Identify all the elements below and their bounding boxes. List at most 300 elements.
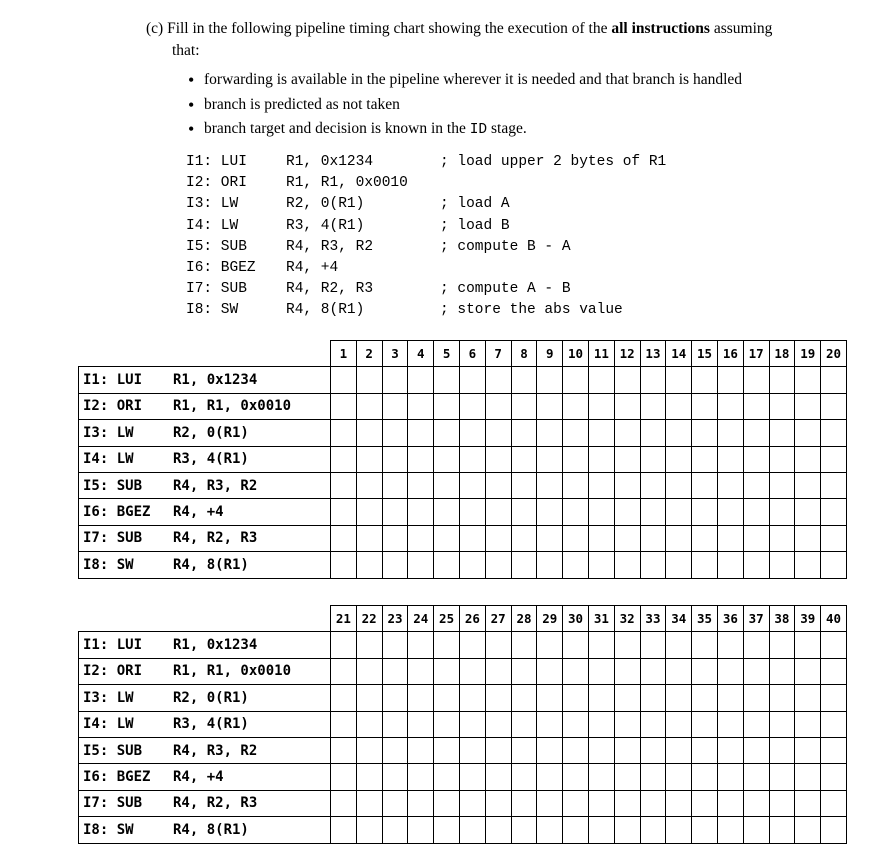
stage-cell[interactable] [692,499,718,525]
stage-cell[interactable] [511,685,537,711]
stage-cell[interactable] [382,790,408,816]
stage-cell[interactable] [511,446,537,472]
stage-cell[interactable] [511,499,537,525]
stage-cell[interactable] [537,817,563,843]
stage-cell[interactable] [459,764,485,790]
stage-cell[interactable] [356,446,382,472]
stage-cell[interactable] [717,711,743,737]
stage-cell[interactable] [614,420,640,446]
stage-cell[interactable] [511,764,537,790]
stage-cell[interactable] [640,393,666,419]
stage-cell[interactable] [795,420,821,446]
stage-cell[interactable] [537,632,563,658]
stage-cell[interactable] [408,790,434,816]
stage-cell[interactable] [795,764,821,790]
stage-cell[interactable] [382,685,408,711]
stage-cell[interactable] [588,737,614,763]
stage-cell[interactable] [511,632,537,658]
stage-cell[interactable] [511,393,537,419]
stage-cell[interactable] [666,552,692,578]
stage-cell[interactable] [769,632,795,658]
stage-cell[interactable] [563,711,589,737]
stage-cell[interactable] [356,499,382,525]
stage-cell[interactable] [537,525,563,551]
stage-cell[interactable] [588,685,614,711]
stage-cell[interactable] [485,367,511,393]
stage-cell[interactable] [666,393,692,419]
stage-cell[interactable] [563,658,589,684]
stage-cell[interactable] [692,632,718,658]
stage-cell[interactable] [692,446,718,472]
stage-cell[interactable] [459,790,485,816]
stage-cell[interactable] [563,632,589,658]
stage-cell[interactable] [821,658,847,684]
stage-cell[interactable] [769,817,795,843]
stage-cell[interactable] [743,472,769,498]
stage-cell[interactable] [666,525,692,551]
stage-cell[interactable] [563,420,589,446]
stage-cell[interactable] [588,711,614,737]
stage-cell[interactable] [743,552,769,578]
stage-cell[interactable] [666,658,692,684]
stage-cell[interactable] [563,472,589,498]
stage-cell[interactable] [795,817,821,843]
stage-cell[interactable] [743,685,769,711]
stage-cell[interactable] [356,658,382,684]
stage-cell[interactable] [614,711,640,737]
stage-cell[interactable] [408,499,434,525]
stage-cell[interactable] [563,367,589,393]
stage-cell[interactable] [640,817,666,843]
stage-cell[interactable] [614,552,640,578]
stage-cell[interactable] [666,737,692,763]
stage-cell[interactable] [537,790,563,816]
stage-cell[interactable] [485,420,511,446]
stage-cell[interactable] [640,737,666,763]
stage-cell[interactable] [640,472,666,498]
stage-cell[interactable] [795,552,821,578]
stage-cell[interactable] [485,472,511,498]
stage-cell[interactable] [331,632,357,658]
stage-cell[interactable] [331,685,357,711]
stage-cell[interactable] [588,525,614,551]
stage-cell[interactable] [717,632,743,658]
stage-cell[interactable] [537,367,563,393]
stage-cell[interactable] [459,685,485,711]
stage-cell[interactable] [434,499,460,525]
stage-cell[interactable] [408,472,434,498]
stage-cell[interactable] [769,790,795,816]
stage-cell[interactable] [485,658,511,684]
stage-cell[interactable] [717,472,743,498]
stage-cell[interactable] [382,525,408,551]
stage-cell[interactable] [434,711,460,737]
stage-cell[interactable] [459,711,485,737]
stage-cell[interactable] [692,685,718,711]
stage-cell[interactable] [382,499,408,525]
stage-cell[interactable] [692,367,718,393]
stage-cell[interactable] [434,764,460,790]
stage-cell[interactable] [356,817,382,843]
stage-cell[interactable] [459,420,485,446]
stage-cell[interactable] [743,790,769,816]
stage-cell[interactable] [588,446,614,472]
stage-cell[interactable] [692,737,718,763]
stage-cell[interactable] [717,790,743,816]
stage-cell[interactable] [692,790,718,816]
stage-cell[interactable] [769,446,795,472]
stage-cell[interactable] [666,472,692,498]
stage-cell[interactable] [666,420,692,446]
stage-cell[interactable] [511,658,537,684]
stage-cell[interactable] [485,525,511,551]
stage-cell[interactable] [640,446,666,472]
stage-cell[interactable] [331,711,357,737]
stage-cell[interactable] [769,499,795,525]
stage-cell[interactable] [537,472,563,498]
stage-cell[interactable] [795,685,821,711]
stage-cell[interactable] [769,711,795,737]
stage-cell[interactable] [769,764,795,790]
stage-cell[interactable] [511,472,537,498]
stage-cell[interactable] [434,817,460,843]
stage-cell[interactable] [331,499,357,525]
stage-cell[interactable] [331,658,357,684]
stage-cell[interactable] [795,525,821,551]
stage-cell[interactable] [408,393,434,419]
stage-cell[interactable] [408,632,434,658]
stage-cell[interactable] [743,817,769,843]
stage-cell[interactable] [485,817,511,843]
stage-cell[interactable] [614,393,640,419]
stage-cell[interactable] [485,393,511,419]
stage-cell[interactable] [588,790,614,816]
stage-cell[interactable] [692,472,718,498]
stage-cell[interactable] [588,632,614,658]
stage-cell[interactable] [821,552,847,578]
stage-cell[interactable] [485,632,511,658]
stage-cell[interactable] [717,737,743,763]
stage-cell[interactable] [459,632,485,658]
stage-cell[interactable] [563,764,589,790]
stage-cell[interactable] [588,817,614,843]
stage-cell[interactable] [408,817,434,843]
stage-cell[interactable] [666,367,692,393]
stage-cell[interactable] [795,790,821,816]
stage-cell[interactable] [614,367,640,393]
stage-cell[interactable] [382,393,408,419]
stage-cell[interactable] [356,472,382,498]
stage-cell[interactable] [408,737,434,763]
stage-cell[interactable] [434,367,460,393]
stage-cell[interactable] [408,420,434,446]
stage-cell[interactable] [743,525,769,551]
stage-cell[interactable] [485,764,511,790]
stage-cell[interactable] [692,525,718,551]
stage-cell[interactable] [356,367,382,393]
stage-cell[interactable] [563,552,589,578]
stage-cell[interactable] [588,658,614,684]
stage-cell[interactable] [511,552,537,578]
stage-cell[interactable] [537,552,563,578]
stage-cell[interactable] [434,632,460,658]
stage-cell[interactable] [485,446,511,472]
stage-cell[interactable] [640,552,666,578]
stage-cell[interactable] [743,632,769,658]
stage-cell[interactable] [821,499,847,525]
stage-cell[interactable] [434,685,460,711]
stage-cell[interactable] [821,632,847,658]
stage-cell[interactable] [331,817,357,843]
stage-cell[interactable] [434,393,460,419]
stage-cell[interactable] [717,446,743,472]
stage-cell[interactable] [743,420,769,446]
stage-cell[interactable] [356,685,382,711]
stage-cell[interactable] [666,711,692,737]
stage-cell[interactable] [640,685,666,711]
stage-cell[interactable] [537,393,563,419]
stage-cell[interactable] [666,790,692,816]
stage-cell[interactable] [331,393,357,419]
stage-cell[interactable] [769,685,795,711]
stage-cell[interactable] [769,420,795,446]
stage-cell[interactable] [821,711,847,737]
stage-cell[interactable] [588,764,614,790]
stage-cell[interactable] [640,764,666,790]
stage-cell[interactable] [382,446,408,472]
stage-cell[interactable] [356,711,382,737]
stage-cell[interactable] [459,658,485,684]
stage-cell[interactable] [795,499,821,525]
stage-cell[interactable] [692,552,718,578]
stage-cell[interactable] [640,525,666,551]
stage-cell[interactable] [459,472,485,498]
stage-cell[interactable] [692,658,718,684]
stage-cell[interactable] [795,737,821,763]
stage-cell[interactable] [537,420,563,446]
stage-cell[interactable] [769,472,795,498]
stage-cell[interactable] [821,764,847,790]
stage-cell[interactable] [331,525,357,551]
stage-cell[interactable] [821,393,847,419]
stage-cell[interactable] [821,446,847,472]
stage-cell[interactable] [666,632,692,658]
stage-cell[interactable] [356,790,382,816]
stage-cell[interactable] [821,367,847,393]
stage-cell[interactable] [537,711,563,737]
stage-cell[interactable] [459,737,485,763]
stage-cell[interactable] [717,817,743,843]
stage-cell[interactable] [537,764,563,790]
stage-cell[interactable] [408,446,434,472]
stage-cell[interactable] [356,632,382,658]
stage-cell[interactable] [434,790,460,816]
stage-cell[interactable] [614,499,640,525]
stage-cell[interactable] [614,658,640,684]
stage-cell[interactable] [795,367,821,393]
stage-cell[interactable] [408,658,434,684]
stage-cell[interactable] [382,764,408,790]
stage-cell[interactable] [511,790,537,816]
stage-cell[interactable] [537,499,563,525]
stage-cell[interactable] [356,552,382,578]
stage-cell[interactable] [459,367,485,393]
stage-cell[interactable] [382,367,408,393]
stage-cell[interactable] [459,446,485,472]
stage-cell[interactable] [743,446,769,472]
stage-cell[interactable] [563,525,589,551]
stage-cell[interactable] [692,420,718,446]
stage-cell[interactable] [408,552,434,578]
stage-cell[interactable] [743,764,769,790]
stage-cell[interactable] [331,472,357,498]
stage-cell[interactable] [434,420,460,446]
stage-cell[interactable] [563,685,589,711]
stage-cell[interactable] [614,790,640,816]
stage-cell[interactable] [821,817,847,843]
stage-cell[interactable] [666,685,692,711]
stage-cell[interactable] [717,552,743,578]
stage-cell[interactable] [795,711,821,737]
stage-cell[interactable] [821,737,847,763]
stage-cell[interactable] [485,552,511,578]
stage-cell[interactable] [408,525,434,551]
stage-cell[interactable] [769,525,795,551]
stage-cell[interactable] [563,499,589,525]
stage-cell[interactable] [331,367,357,393]
stage-cell[interactable] [331,446,357,472]
stage-cell[interactable] [614,446,640,472]
stage-cell[interactable] [717,367,743,393]
stage-cell[interactable] [769,658,795,684]
stage-cell[interactable] [382,472,408,498]
stage-cell[interactable] [666,764,692,790]
stage-cell[interactable] [459,393,485,419]
stage-cell[interactable] [356,764,382,790]
stage-cell[interactable] [485,499,511,525]
stage-cell[interactable] [795,393,821,419]
stage-cell[interactable] [614,525,640,551]
stage-cell[interactable] [692,393,718,419]
stage-cell[interactable] [356,393,382,419]
stage-cell[interactable] [743,499,769,525]
stage-cell[interactable] [769,367,795,393]
stage-cell[interactable] [331,764,357,790]
stage-cell[interactable] [537,737,563,763]
stage-cell[interactable] [640,790,666,816]
stage-cell[interactable] [640,632,666,658]
stage-cell[interactable] [331,790,357,816]
stage-cell[interactable] [769,393,795,419]
stage-cell[interactable] [743,737,769,763]
stage-cell[interactable] [795,632,821,658]
stage-cell[interactable] [511,817,537,843]
stage-cell[interactable] [666,446,692,472]
stage-cell[interactable] [382,420,408,446]
stage-cell[interactable] [692,764,718,790]
stage-cell[interactable] [614,472,640,498]
stage-cell[interactable] [563,446,589,472]
stage-cell[interactable] [640,420,666,446]
stage-cell[interactable] [640,499,666,525]
stage-cell[interactable] [382,817,408,843]
stage-cell[interactable] [563,393,589,419]
stage-cell[interactable] [795,658,821,684]
stage-cell[interactable] [614,817,640,843]
stage-cell[interactable] [743,711,769,737]
stage-cell[interactable] [408,711,434,737]
stage-cell[interactable] [821,685,847,711]
stage-cell[interactable] [459,817,485,843]
stage-cell[interactable] [795,472,821,498]
stage-cell[interactable] [485,790,511,816]
stage-cell[interactable] [717,764,743,790]
stage-cell[interactable] [331,552,357,578]
stage-cell[interactable] [588,472,614,498]
stage-cell[interactable] [769,737,795,763]
stage-cell[interactable] [459,525,485,551]
stage-cell[interactable] [511,420,537,446]
stage-cell[interactable] [382,552,408,578]
stage-cell[interactable] [434,658,460,684]
stage-cell[interactable] [769,552,795,578]
stage-cell[interactable] [485,685,511,711]
stage-cell[interactable] [640,658,666,684]
stage-cell[interactable] [743,658,769,684]
stage-cell[interactable] [717,420,743,446]
stage-cell[interactable] [666,499,692,525]
stage-cell[interactable] [485,711,511,737]
stage-cell[interactable] [408,764,434,790]
stage-cell[interactable] [717,393,743,419]
stage-cell[interactable] [511,525,537,551]
stage-cell[interactable] [563,817,589,843]
stage-cell[interactable] [434,446,460,472]
stage-cell[interactable] [692,817,718,843]
stage-cell[interactable] [459,499,485,525]
stage-cell[interactable] [588,499,614,525]
stage-cell[interactable] [614,764,640,790]
stage-cell[interactable] [588,367,614,393]
stage-cell[interactable] [382,658,408,684]
stage-cell[interactable] [666,817,692,843]
stage-cell[interactable] [614,632,640,658]
stage-cell[interactable] [382,632,408,658]
stage-cell[interactable] [588,420,614,446]
stage-cell[interactable] [382,711,408,737]
stage-cell[interactable] [614,737,640,763]
stage-cell[interactable] [795,446,821,472]
stage-cell[interactable] [331,420,357,446]
stage-cell[interactable] [717,525,743,551]
stage-cell[interactable] [485,737,511,763]
stage-cell[interactable] [821,420,847,446]
stage-cell[interactable] [640,367,666,393]
stage-cell[interactable] [563,737,589,763]
stage-cell[interactable] [434,737,460,763]
stage-cell[interactable] [331,737,357,763]
stage-cell[interactable] [588,393,614,419]
stage-cell[interactable] [717,658,743,684]
stage-cell[interactable] [434,552,460,578]
stage-cell[interactable] [692,711,718,737]
stage-cell[interactable] [563,790,589,816]
stage-cell[interactable] [382,737,408,763]
stage-cell[interactable] [356,525,382,551]
stage-cell[interactable] [537,658,563,684]
stage-cell[interactable] [511,367,537,393]
stage-cell[interactable] [821,790,847,816]
